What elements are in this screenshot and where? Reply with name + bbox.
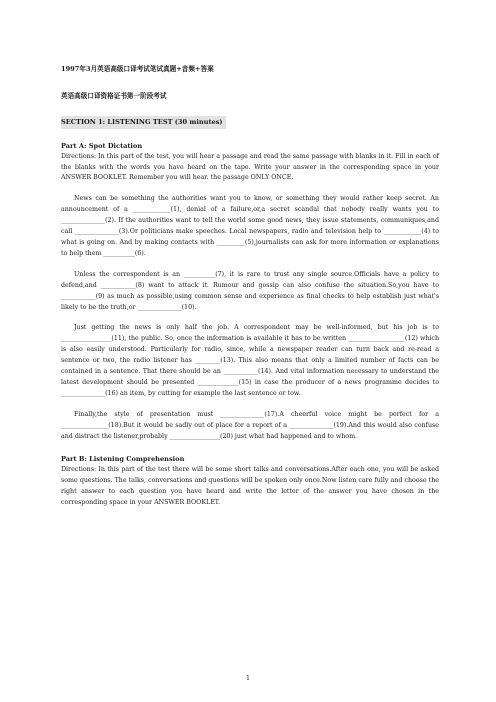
part-b-directions: Directions: In this part of the test there will be some short talks and conversations.After each one, you will be asked some questions. The talks, conversations and questions will be spoken only once.Now listen care fully and choose the right answer to each question you have heard and write the letter of the answer you have chosen in the corresponding space in your ANSWER BOOKLET.: [61, 466, 439, 507]
passage-paragraph-4: Finally,the style of presentation must ______________(17).A cheerful voice might be perfect for a _______________(18).But it would be sadly out of place for a report of a ______________(19).And this would also confuse and distract the listener,probably ________________(20) just what had happened and to whom.: [61, 410, 439, 440]
part-a-title: Part A: Spot Dictation: [61, 141, 143, 150]
page-number: 1: [245, 675, 250, 682]
page-content: [61, 58, 439, 509]
passage-paragraph-1: News can be something the authorities want you to know, or something they would rather keep secret. An announcement of a ____________(1), denial of a failure,or,a secret scandal that nobody really wants you to ______________(2). If the authorities want to tell the world some good news, they issue statements, communiques,and call ______________(3).Or politicians make speeches. Local newspapers, radio and television help to ____________(4) to what is going on. And by making contacts with _________(5),journalists can ask for more information or explanations to help them __________(6).: [61, 195, 439, 257]
document-title: 1997年3月英语高级口译考试笔试真题+音频+答案: [61, 65, 214, 73]
passage-paragraph-2: Unless the correspondent is an __________(7), it is rare to trust any single source.Officials have a policy to defend,and ___________(8) want to attack it. Rumour and gossip can also confuse the situation.So,you have to ___________(9) as much as possible,using common sense and experience as final checks to help establish just what's likely to be the truth,or ______________(10).: [61, 270, 439, 311]
document-subtitle: 英语高级口译资格证书第一阶段考试: [61, 91, 167, 100]
passage-paragraph-3: Just getting the news is only half the job. A correspondent may be well-informed, but his job is to ________________(11), the public. So, once the information is available it has to be written __________________(12) which is also easily understood. Particularly for radio, since, while a newspaper reader can turn back and re-read a sentence or two, the radio listener has ________(13). This also means that only a limited number of facts can be contained in a sentence. That there should be an ___________(14). And vital information necessary to understand the latest development should be presented _____________(15) in case the producer of a news programme decides to ______________(16) an item, by cutting for example the last sentence or tow.: [61, 324, 439, 397]
part-a-directions: Directions: In this part of the test, you will hear a passage and read the same passage with blanks in it. Fill in each of the blanks with the words you have heard on the tape. Write your answer in the corresponding space in your ANSWER BOOKLET. Remember you will hear. the passage ONLY ONCE.: [61, 152, 439, 182]
section-heading: SECTION 1: LISTENING TEST (30 minutes): [61, 116, 226, 129]
part-b-title: Part B: Listening Comprehension: [61, 455, 185, 464]
